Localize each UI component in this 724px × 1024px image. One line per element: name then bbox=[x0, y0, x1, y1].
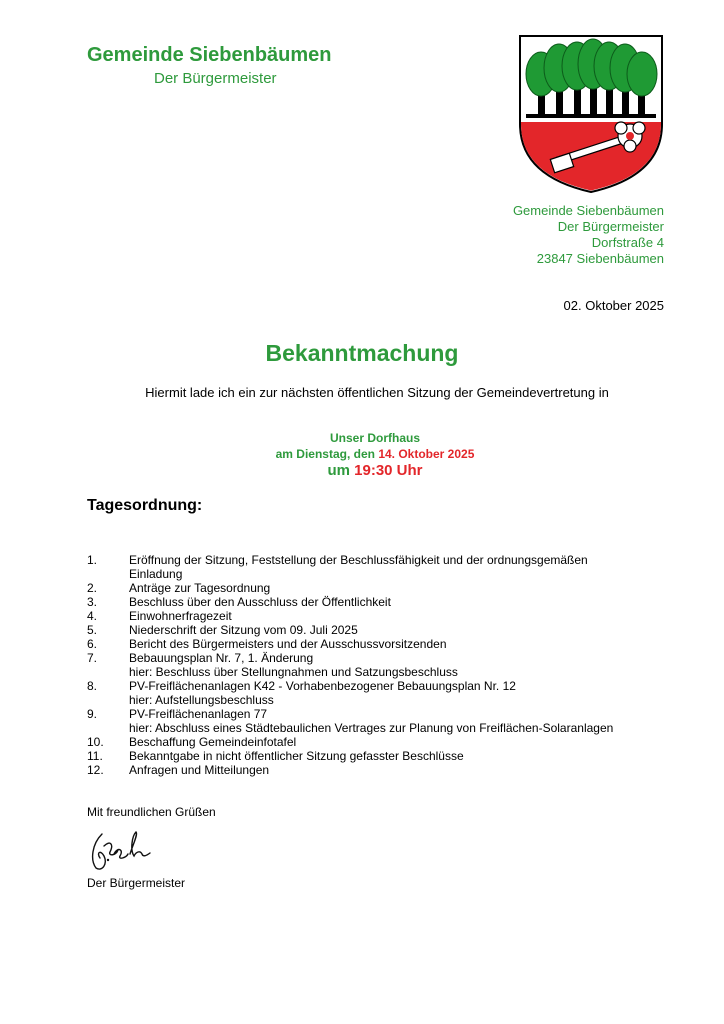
agenda-item-text: Eröffnung der Sitzung, Feststellung der Beschlussfähigkeit und der ordnungsgemäßen bbox=[129, 553, 588, 567]
agenda-item-number: 9. bbox=[87, 707, 98, 721]
agenda-item bbox=[87, 707, 687, 721]
agenda-item-text: Einladung bbox=[129, 567, 183, 581]
agenda-item-text: Bebauungsplan Nr. 7, 1. Änderung bbox=[129, 651, 314, 665]
venue-time bbox=[0, 462, 724, 480]
agenda-list bbox=[87, 553, 687, 777]
agenda-item-number: 1. bbox=[87, 553, 98, 567]
agenda-item-text: hier: Beschluss über Stellungnahmen und Satzungsbeschluss bbox=[129, 665, 458, 679]
agenda-item-text: hier: Aufstellungsbeschluss bbox=[129, 693, 274, 707]
address-line: 23847 Siebenbäumen bbox=[536, 251, 664, 266]
agenda-item bbox=[87, 693, 687, 707]
agenda-item-text: Bericht des Bürgermeisters und der Ausschussvorsitzenden bbox=[129, 637, 447, 651]
agenda-item-text: Bekanntgabe in nicht öffentlicher Sitzung gefasster Beschlüsse bbox=[129, 749, 464, 763]
agenda-item-number bbox=[87, 567, 129, 581]
coat-of-arms-icon bbox=[518, 34, 664, 194]
signature-icon bbox=[88, 826, 158, 874]
address-line: Der Bürgermeister bbox=[557, 219, 664, 234]
agenda-item-text: hier: Abschluss eines Städtebaulichen Vertrages zur Planung von Freiflächen-Solaranlagen bbox=[129, 721, 614, 735]
agenda-item bbox=[87, 735, 687, 749]
signer-title: Der Bürgermeister bbox=[87, 876, 186, 890]
agenda-item-number: 6. bbox=[87, 637, 98, 651]
agenda-item bbox=[87, 665, 687, 679]
address-block bbox=[513, 203, 664, 267]
invitation-text: Hiermit lade ich ein zur nächsten öffentlichen Sitzung der Gemeindevertretung in bbox=[145, 385, 609, 400]
agenda-item bbox=[87, 749, 687, 763]
agenda-item-text: Beschaffung Gemeindeinfotafel bbox=[129, 735, 297, 749]
agenda-item bbox=[87, 595, 687, 609]
agenda-item bbox=[87, 567, 687, 581]
agenda-item-number bbox=[87, 693, 129, 707]
address-line: Gemeinde Siebenbäumen bbox=[512, 203, 664, 218]
venue-block bbox=[0, 430, 724, 480]
agenda-item-text: Anträge zur Tagesordnung bbox=[129, 581, 271, 595]
agenda-item-text: Niederschrift der Sitzung vom 09. Juli 2025 bbox=[129, 623, 358, 637]
agenda-item-number: 10. bbox=[87, 735, 104, 749]
agenda-item bbox=[87, 651, 687, 665]
agenda-item-number: 3. bbox=[87, 595, 98, 609]
agenda-item-text: Beschluss über den Ausschluss der Öffentlichkeit bbox=[129, 595, 391, 609]
agenda-item-number: 11. bbox=[87, 749, 103, 763]
agenda-item-number bbox=[87, 721, 129, 735]
agenda-item bbox=[87, 623, 687, 637]
agenda-item-number: 12. bbox=[87, 763, 104, 777]
page-title: Bekanntmachung bbox=[265, 340, 459, 366]
agenda-item-number: 5. bbox=[87, 623, 98, 637]
agenda-item bbox=[87, 581, 687, 595]
venue-date-prefix: am Dienstag, den bbox=[275, 447, 379, 461]
agenda-item bbox=[87, 609, 687, 623]
agenda-item-number bbox=[87, 665, 129, 679]
agenda-item-text: Anfragen und Mitteilungen bbox=[129, 763, 270, 777]
closing-greeting: Mit freundlichen Grüßen bbox=[87, 805, 216, 819]
agenda-item-text: PV-Freiflächenanlagen 77 bbox=[129, 707, 268, 721]
venue-date bbox=[0, 446, 724, 462]
venue-place: Unser Dorfhaus bbox=[329, 431, 421, 445]
agenda-item bbox=[87, 721, 687, 735]
agenda-item-text: Einwohnerfragezeit bbox=[129, 609, 232, 623]
agenda-item-number: 4. bbox=[87, 609, 98, 623]
org-name: Gemeinde Siebenbäumen bbox=[87, 44, 332, 66]
venue-time-prefix: um bbox=[327, 462, 355, 479]
org-subtitle: Der Bürgermeister bbox=[154, 70, 277, 87]
agenda-item-number: 2. bbox=[87, 581, 98, 595]
venue-date-highlight: 14. Oktober 2025 bbox=[378, 447, 475, 461]
document-date: 02. Oktober 2025 bbox=[563, 298, 664, 313]
agenda-item-number: 8. bbox=[87, 679, 98, 693]
agenda-item bbox=[87, 763, 687, 777]
address-line: Dorfstraße 4 bbox=[591, 235, 664, 250]
agenda-item-number: 7. bbox=[87, 651, 98, 665]
agenda-item bbox=[87, 553, 687, 567]
agenda-item-text: PV-Freiflächenanlagen K42 - Vorhabenbezogener Bebauungsplan Nr. 12 bbox=[129, 679, 516, 693]
venue-time-highlight: 19:30 Uhr bbox=[354, 462, 423, 479]
agenda-title: Tagesordnung: bbox=[87, 497, 203, 514]
agenda-item bbox=[87, 679, 687, 693]
agenda-item bbox=[87, 637, 687, 651]
